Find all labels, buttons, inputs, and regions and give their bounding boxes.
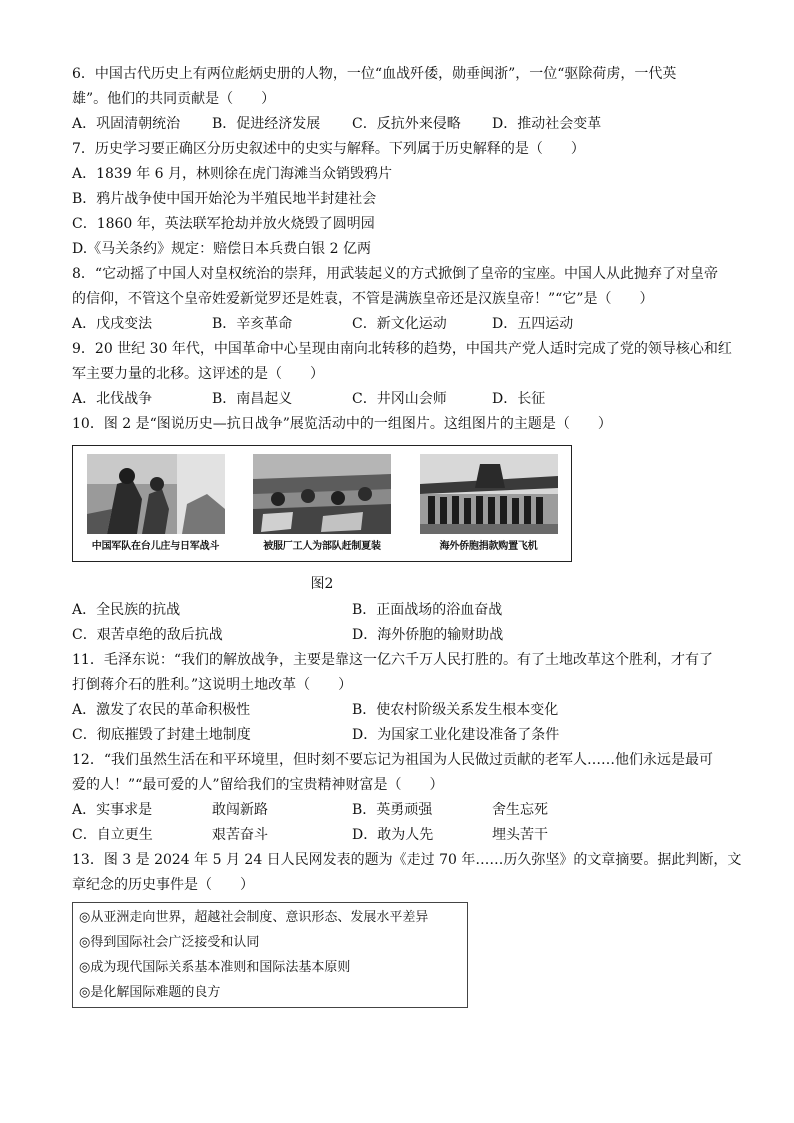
question-11-options-row1 [72,698,722,723]
abstract-point: ◎得到国际社会广泛接受和认同 [79,935,260,950]
question-13-stem-line2: 章纪念的历史事件是（ ） [72,877,254,893]
option-a[interactable]: A．戊戌变法 [72,316,153,332]
question-12-options-row2 [72,823,722,848]
question-12-stem-line2: 爱的人！”“最可爱的人”留给我们的宝贵精神财富是（ ） [72,777,444,793]
question-9-stem-line1: 9．20 世纪 30 年代，中国革命中心呈现由南向北转移的趋势，中国共产党人适时完成了党的领导核心和红 [72,341,732,357]
option-b[interactable]: B．使农村阶级关系发生根本变化 [352,702,559,718]
option-c-part1[interactable]: C．自立更生 [72,827,153,843]
factory-photo-image [253,454,391,534]
figure-3-abstract-box [72,902,468,1008]
question-13 [72,848,742,1008]
photo-taierzhuang [83,454,228,552]
question-9 [72,337,732,412]
option-a[interactable]: A．激发了农民的革命积极性 [72,702,251,718]
question-12 [72,748,722,848]
abstract-point: ◎成为现代国际关系基本准则和国际法基本原则 [79,960,351,975]
question-8 [72,262,722,337]
option-b[interactable]: B．辛亥革命 [212,316,293,332]
question-9-options [72,387,722,412]
option-b-part1[interactable]: B．英勇顽强 [352,802,433,818]
photo-uniform-factory [250,454,395,552]
question-10-options-row1 [72,598,722,623]
option-c[interactable]: C．艰苦卓绝的敌后抗战 [72,627,223,643]
option-c[interactable]: C．1860 年，英法联军抢劫并放火烧毁了圆明园 [72,216,375,232]
question-10-stem: 10．图 2 是“图说历史—抗日战争”展览活动中的一组图片。这组图片的主题是（ ） [72,416,612,432]
question-6-options [72,112,722,137]
battle-photo-image [87,454,225,534]
option-d[interactable]: D．五四运动 [492,316,574,332]
question-11 [72,648,722,748]
option-c-part2[interactable]: 艰苦奋斗 [212,827,268,843]
option-a[interactable]: A．北伐战争 [72,391,153,407]
question-9-stem-line2: 军主要力量的北移。这评述的是（ ） [72,366,324,382]
photo-caption: 被服厂工人为部队赶制夏装 [263,541,381,552]
abstract-point: ◎是化解国际难题的良方 [79,985,221,1000]
question-7 [72,137,722,262]
option-d[interactable]: D.《马关条约》规定：赔偿日本兵费白银 2 亿两 [72,241,371,257]
option-b[interactable]: B．正面战场的浴血奋战 [352,602,503,618]
photo-caption: 海外侨胞捐款购置飞机 [439,541,538,552]
exam-page [72,62,742,1008]
question-11-stem-line1: 11．毛泽东说：“我们的解放战争，主要是靠这一亿六千万人民打胜的。有了土地改革这个胜利，才有了 [72,652,713,668]
option-c[interactable]: C．新文化运动 [352,316,447,332]
question-8-stem-line2: 的信仰，不管这个皇帝姓爱新觉罗还是姓袁，不管是满族皇帝还是汉族皇帝！”“它”是（ ） [72,291,654,307]
option-c[interactable]: C．井冈山会师 [352,391,447,407]
question-11-stem-line2: 打倒蒋介石的胜利。”这说明土地改革（ ） [72,677,353,693]
question-6-stem-line2: 雄”。他们的共同贡献是（ ） [72,91,276,107]
question-12-options-row1 [72,798,722,823]
option-b-part2[interactable]: 舍生忘死 [492,802,548,818]
option-b[interactable]: B．促进经济发展 [212,116,321,132]
option-d[interactable]: D．推动社会变革 [492,116,602,132]
question-7-stem: 7．历史学习要正确区分历史叙述中的史实与解释。下列属于历史解释的是（ ） [72,141,585,157]
question-6 [72,62,722,137]
question-12-stem-line1: 12．“我们虽然生活在和平环境里，但时刻不要忘记为祖国为人民做过贡献的老军人……他们永远是最可 [72,752,713,768]
question-10 [72,412,722,648]
option-a[interactable]: A．全民族的抗战 [72,602,181,618]
option-d[interactable]: D．海外侨胞的输财助战 [352,627,504,643]
option-d-part1[interactable]: D．敢为人先 [352,827,434,843]
option-a[interactable]: A．巩固清朝统治 [72,116,181,132]
option-a-part2[interactable]: 敢闯新路 [212,802,268,818]
airplane-photo-image [420,454,558,534]
photo-caption: 中国军队在台儿庄与日军战斗 [91,541,220,552]
figure-2-photo-strip [72,445,572,562]
option-d[interactable]: D．长征 [492,391,546,407]
question-8-stem-line1: 8．“它动摇了中国人对皇权统治的崇拜，用武装起义的方式掀倒了皇帝的宝座。中国人从此抛弃了对皇帝 [72,266,719,282]
option-b[interactable]: B．南昌起义 [212,391,293,407]
option-d[interactable]: D．为国家工业化建设准备了条件 [352,727,560,743]
photo-overseas-donation [416,454,561,552]
question-8-options [72,312,722,337]
question-6-stem-line1: 6．中国古代历史上有两位彪炳史册的人物，一位“血战歼倭，勋垂闽浙”，一位“驱除荷虏，一代英 [72,66,677,82]
option-d-part2[interactable]: 埋头苦干 [492,827,548,843]
option-a[interactable]: A．1839 年 6 月，林则徐在虎门海滩当众销毁鸦片 [72,166,392,182]
figure-2-label: 图2 [310,576,334,592]
question-10-options-row2 [72,623,722,648]
question-13-stem-line1: 13．图 3 是 2024 年 5 月 24 日人民网发表的题为《走过 70 年……历久弥坚》的文章摘要。据此判断，文 [72,852,742,868]
abstract-point: ◎从亚洲走向世界，超越社会制度、意识形态、发展水平差异 [79,910,429,925]
question-11-options-row2 [72,723,722,748]
option-b[interactable]: B．鸦片战争使中国开始沦为半殖民地半封建社会 [72,191,377,207]
option-a-part1[interactable]: A．实事求是 [72,802,153,818]
option-c[interactable]: C．反抗外来侵略 [352,116,461,132]
option-c[interactable]: C．彻底摧毁了封建土地制度 [72,727,251,743]
